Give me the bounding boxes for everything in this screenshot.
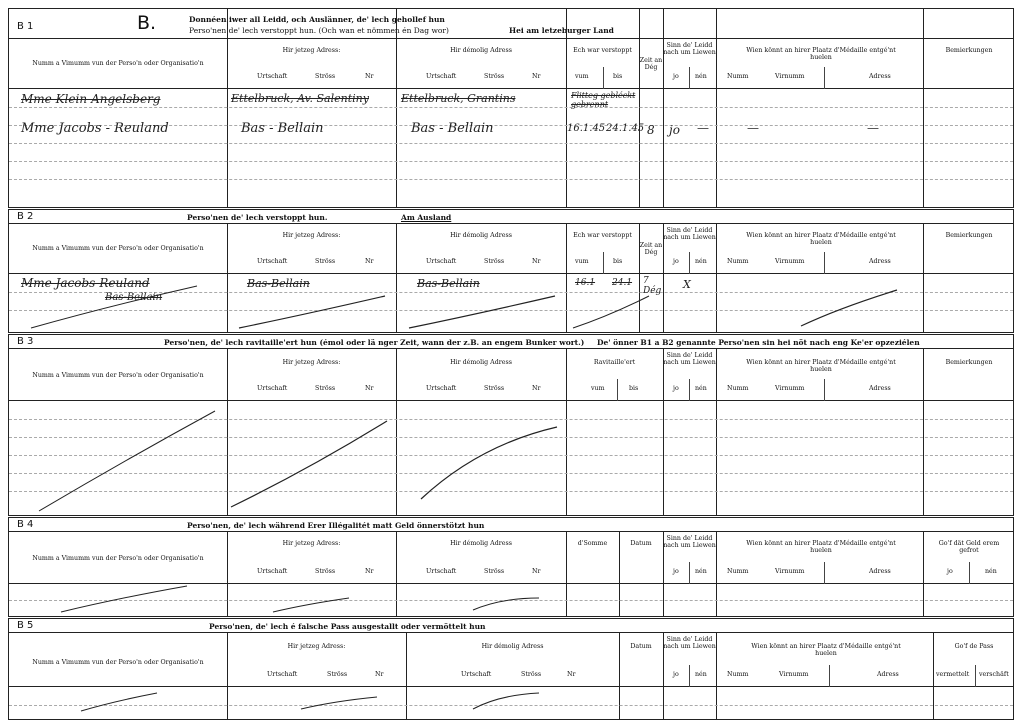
cancel-stroke [59, 584, 189, 614]
somme-header: d'Somme [577, 540, 608, 547]
name-col-header: Numm a Vimumm vun der Perso'n oder Organisatio'n [32, 60, 204, 67]
nr-label: Nr [375, 671, 384, 678]
section-title: Perso'nen, de' lech é falsche Pass ausgestallt oder vermöttelt hun [209, 622, 486, 631]
cur-addr-header: Hir jetzeg Adress: [282, 47, 341, 54]
name-col-header: Numm a Vimumm vun der Perso'n oder Organisatio'n [32, 555, 204, 562]
stross-label: Ströss [327, 671, 348, 678]
name-col-header: Numm a Vimumm vun der Perso'n oder Organisatio'n [32, 372, 204, 379]
stross-label: Ströss [315, 385, 336, 392]
form-page [8, 6, 1014, 720]
b2-row-vum: 16.1 [575, 278, 596, 288]
bemierkungen-header: Bemierkungen [945, 47, 993, 54]
b1-row2-vum: 16.1.45 [567, 123, 606, 134]
numm-label: Numm [727, 73, 749, 80]
b2-row-mark: X [683, 278, 691, 291]
datum-header: Datum [630, 643, 652, 650]
section-title2: De' önner B1 a B2 genannte Perso'nen sin hei nöt nach eng Ke'er opzeziélen [597, 338, 920, 347]
urtschaft-label: Urtschaft [267, 671, 298, 678]
section-title: Perso'nen de' lech verstoppt hun. [187, 213, 328, 222]
nr-label: Nr [365, 258, 374, 265]
vum-label: vum [575, 73, 589, 80]
b1-row1-old: Ettelbruck, Grantins [401, 92, 516, 105]
b2-row-old: Bas-Bellain [417, 277, 480, 290]
b2-row-zeit: 7 Dég [643, 276, 662, 296]
sinn-header: Sinn de' Leidd nach um Liewen [663, 352, 716, 367]
urtschaft-label: Urtschaft [257, 258, 288, 265]
urtschaft-label: Urtschaft [257, 385, 288, 392]
cancel-stroke [407, 294, 557, 330]
b1-row2-old: Bas - Bellain [411, 121, 494, 136]
adress-label: Adress [877, 671, 899, 678]
adress-label: Adress [869, 258, 891, 265]
cancel-stroke [571, 294, 651, 330]
nen-label: nén [695, 258, 707, 265]
nr-label: Nr [532, 258, 541, 265]
header-line1: Donnéen iwer all Leidd, och Auslänner, de' lech gehollef hun [189, 15, 445, 24]
nen-label: nén [695, 73, 707, 80]
bis-label: bis [613, 73, 623, 80]
zeit-header: Zeit an Dég [639, 57, 663, 72]
jo-label: jo [673, 258, 679, 265]
cancel-stroke [271, 596, 351, 614]
virnumm-label: Virnumm [779, 671, 809, 678]
b1-row2-cur: Bas - Bellain [241, 121, 324, 136]
ravit-header: Ravitaille'ert [593, 359, 636, 366]
nr-label: Nr [365, 568, 374, 575]
b2-row-bis: 24.1 [612, 278, 633, 288]
gof-header: Go'f de Pass [954, 643, 994, 650]
section-b3 [8, 334, 1014, 516]
b2-row-cur: Bas-Bellain [247, 277, 310, 290]
sinn-header: Sinn de' Leidd nach um Liewen [663, 636, 716, 651]
virnumm-label: Virnumm [775, 73, 805, 80]
old-addr-header: Hir démolig Adress [450, 232, 512, 239]
section-code: B 3 [17, 336, 34, 347]
section-code: B 1 [17, 21, 34, 32]
b1-row2-nen: — [697, 121, 709, 135]
cancel-stroke [29, 284, 199, 330]
urtschaft-label: Urtschaft [426, 385, 457, 392]
b1-row1-note: Flitteg gebléckt gebrennt [571, 91, 636, 109]
zeit-header: Zeit an Dég [639, 242, 663, 257]
header-line2b: Hei am letzeburger Land [509, 26, 614, 35]
b2-row-name2: Bas-Bellain [105, 292, 163, 303]
section-title: Perso'nen, de' lech während Erer Illégalitét matt Geld önnerstötzt hun [187, 521, 485, 530]
numm-label: Numm [727, 258, 749, 265]
cancel-stroke [79, 691, 159, 713]
b1-row2-adress: — [867, 121, 879, 135]
verschaft-label: verschäft [979, 671, 1009, 678]
b1-row1-cur: Ettelbruck, Av. Salentiny [231, 92, 369, 105]
numm-label: Numm [727, 568, 749, 575]
b1-row2-name: Mme Jacobs - Reuland [21, 121, 169, 136]
name-col-header: Numm a Vimumm vun der Perso'n oder Organisatio'n [32, 245, 204, 252]
bis-label: bis [613, 258, 623, 265]
header-line2: Perso'nen de' lech verstoppt hun. (Och wan et nömmen én Dag wor) [189, 26, 449, 35]
b1-row1-name: Mme Klein-Angelsberg [21, 92, 161, 106]
numm-label: Numm [727, 385, 749, 392]
bemierkungen-header: Bemierkungen [945, 359, 993, 366]
stross-label: Ströss [484, 73, 505, 80]
wien-header: Wien könnt an hirer Plaatz d'Médaille entgé'nt huelen [746, 359, 896, 374]
nen-label: nén [695, 671, 707, 678]
section-code: B 4 [17, 519, 34, 530]
section-code: B 2 [17, 211, 34, 222]
vermettelt-label: vermettelt [936, 671, 970, 678]
nr-label: Nr [532, 73, 541, 80]
adress-label: Adress [869, 385, 891, 392]
stross-label: Ströss [521, 671, 542, 678]
cur-addr-header: Hir jetzeg Adress: [282, 232, 341, 239]
jo-label: jo [673, 671, 679, 678]
urtschaft-label: Urtschaft [257, 73, 288, 80]
urtschaft-label: Urtschaft [426, 568, 457, 575]
nr-label: Nr [365, 73, 374, 80]
wien-header: Wien könnt an hirer Plaatz d'Médaille entgé'nt huelen [746, 47, 896, 62]
stross-label: Ströss [315, 73, 336, 80]
cancel-stroke [471, 691, 541, 711]
nr-label: Nr [365, 385, 374, 392]
form-letter: B. [137, 12, 157, 34]
section-b5 [8, 618, 1014, 720]
numm-label: Numm [727, 671, 749, 678]
bemierkungen-header: Bemierkungen [945, 232, 993, 239]
vum-label: vum [591, 385, 605, 392]
bis-label: bis [629, 385, 639, 392]
old-addr-header: Hir démolig Adress [450, 47, 512, 54]
cur-addr-header: Hir jetzeg Adress: [282, 540, 341, 547]
urtschaft-label: Urtschaft [461, 671, 492, 678]
nr-label: Nr [567, 671, 576, 678]
b2-row-name: Mme Jacobs-Reuland [21, 276, 150, 290]
section-title: Perso'nen, de' lech ravitaille'ert hun (émol oder lä nger Zeit, wann der z.B. an engem Bunker wort.) [164, 338, 585, 347]
old-addr-header: Hir démolig Adress [481, 643, 544, 650]
cur-addr-header: Hir jetzeg Adress: [282, 359, 341, 366]
verstoppt-header: Ech war verstoppt [573, 47, 632, 54]
cancel-stroke [299, 695, 379, 711]
b1-row2-zeit: 8 [647, 123, 655, 137]
section-b1 [8, 8, 1014, 208]
stross-label: Ströss [484, 568, 505, 575]
stross-label: Ströss [315, 568, 336, 575]
virnumm-label: Virnumm [775, 385, 805, 392]
urtschaft-label: Urtschaft [257, 568, 288, 575]
nen-label: nén [695, 568, 707, 575]
old-addr-header: Hir démolig Adress [450, 359, 512, 366]
cancel-stroke [471, 596, 541, 612]
sinn-header: Sinn de' Leidd nach um Liewen [663, 42, 716, 57]
jo-label: jo [673, 73, 679, 80]
b1-row2-bis: 24.1.45 [606, 123, 645, 134]
vum-label: vum [575, 258, 589, 265]
wien-header: Wien könnt an hirer Plaatz d'Médaille entgé'nt huelen [746, 232, 896, 247]
wien-header: Wien könnt an hirer Plaatz d'Médaille entgé'nt huelen [751, 643, 901, 658]
adress-label: Adress [869, 568, 891, 575]
cur-addr-header: Hir jetzeg Adress: [287, 643, 346, 650]
b1-row2-numm: — [747, 121, 759, 135]
cancel-stroke [37, 409, 217, 513]
nen-label: nén [985, 568, 997, 575]
adress-label: Adress [869, 73, 891, 80]
section-title2: Am Ausland [401, 213, 452, 222]
jo-label: jo [673, 568, 679, 575]
jo-label: jo [673, 385, 679, 392]
cancel-stroke [799, 288, 899, 328]
name-col-header: Numm a Vimumm vun der Perso'n oder Organisatio'n [32, 659, 204, 666]
wien-header: Wien könnt an hirer Plaatz d'Médaille entgé'nt huelen [746, 540, 896, 555]
section-b2 [8, 209, 1014, 333]
virnumm-label: Virnumm [775, 258, 805, 265]
stross-label: Ströss [484, 258, 505, 265]
section-code: B 5 [17, 620, 34, 631]
verstoppt-header: Ech war verstoppt [573, 232, 632, 239]
stross-label: Ströss [484, 385, 505, 392]
stross-label: Ströss [315, 258, 336, 265]
cancel-stroke [419, 425, 559, 501]
jo-label: jo [947, 568, 953, 575]
gof-header: Go'f dät Geld erem gefrot [938, 540, 1000, 555]
nr-label: Nr [532, 568, 541, 575]
cancel-stroke [229, 419, 389, 509]
urtschaft-label: Urtschaft [426, 73, 457, 80]
section-b4 [8, 517, 1014, 617]
sinn-header: Sinn de' Leidd nach um Liewen [663, 227, 716, 242]
cancel-stroke [237, 294, 387, 330]
nr-label: Nr [532, 385, 541, 392]
b1-row2-jo: jo [669, 123, 680, 137]
nen-label: nén [695, 385, 707, 392]
datum-header: Datum [630, 540, 652, 547]
old-addr-header: Hir démolig Adress [450, 540, 512, 547]
urtschaft-label: Urtschaft [426, 258, 457, 265]
virnumm-label: Virnumm [775, 568, 805, 575]
sinn-header: Sinn de' Leidd nach um Liewen [663, 535, 716, 550]
